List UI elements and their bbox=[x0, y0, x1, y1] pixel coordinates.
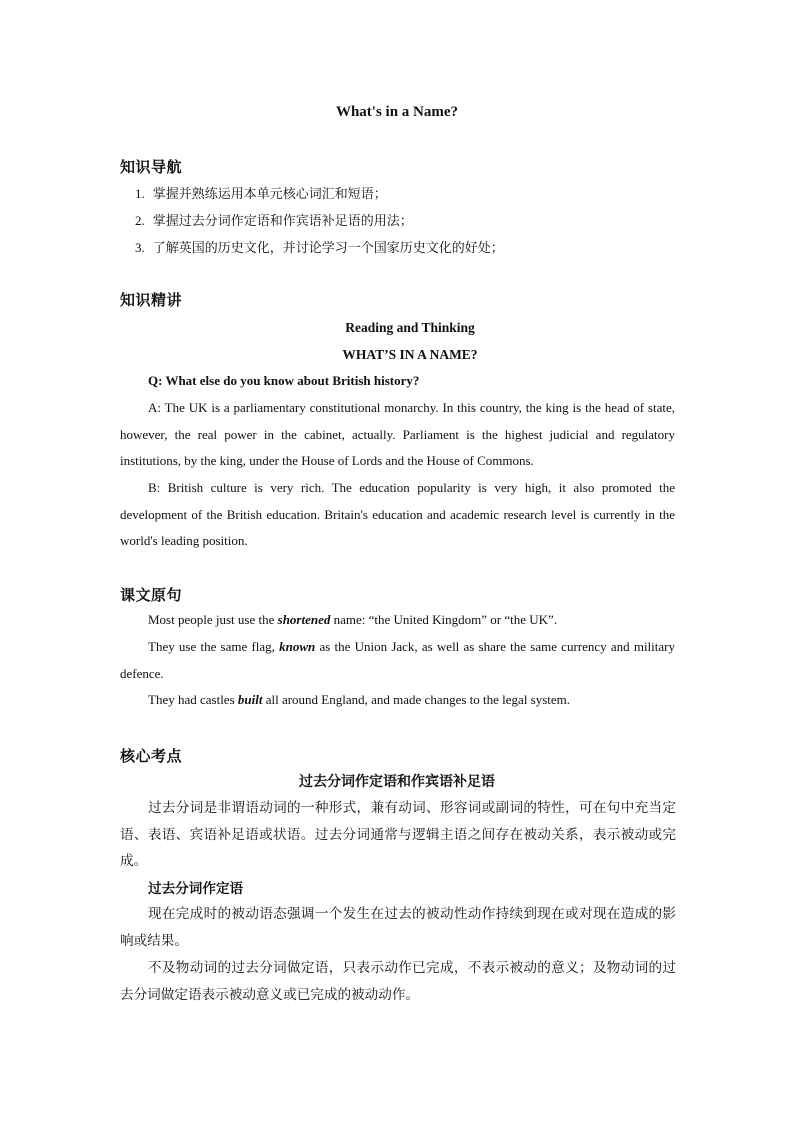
section-heading-core-points: 核心考点 bbox=[120, 747, 183, 765]
list-number: 2. bbox=[135, 213, 145, 228]
list-number: 3. bbox=[135, 240, 145, 255]
grammar-topic-title: 过去分词作定语和作宾语补足语 bbox=[299, 774, 495, 790]
list-item bbox=[135, 234, 504, 261]
section-heading-knowledge-explain: 知识精讲 bbox=[120, 291, 183, 309]
sentence-text: They had castles bbox=[148, 692, 238, 707]
keyword-built: built bbox=[237, 692, 263, 707]
sentence-text: all around England, and made changes to the legal system. bbox=[262, 692, 571, 707]
sentence-text: as the Union Jack, as well as share the same currency and military defence. bbox=[120, 639, 675, 681]
grammar-paragraph-2: 现在完成时的被动语态强调一个发生在过去的被动性动作持续到现在或对现在造成的影响或结果。 bbox=[120, 906, 676, 949]
list-text: 掌握并熟练运用本单元核心词汇和短语； bbox=[152, 187, 387, 202]
question-text: Q: What else do you know about British history? bbox=[148, 373, 420, 388]
section-heading-knowledge-nav: 知识导航 bbox=[120, 158, 183, 176]
grammar-intro-paragraph: 过去分词是非谓语动词的一种形式，兼有动词、形容词或副词的特性，可在句中充当定语、表语、宾语补足语或状语。过去分词通常与逻辑主语之间存在被动关系，表示被动或完成。 bbox=[120, 800, 676, 870]
list-item bbox=[135, 207, 504, 234]
sentence-text: Most people just use the bbox=[148, 612, 278, 627]
list-number: 1. bbox=[135, 186, 145, 201]
sentence-text: They use the same flag, bbox=[148, 639, 280, 654]
objectives-list bbox=[135, 180, 504, 261]
original-sentence-1 bbox=[120, 607, 675, 634]
sentence-text: name: “the United Kingdom” or “the UK”. bbox=[330, 612, 558, 627]
list-text: 掌握过去分词作定语和作宾语补足语的用法； bbox=[152, 214, 413, 229]
keyword-known: known bbox=[279, 639, 316, 654]
original-sentence-2 bbox=[120, 634, 675, 687]
list-item bbox=[135, 180, 504, 207]
answer-b-paragraph: B: British culture is very rich. The education popularity is very high, it also promoted the development of the British education. Britain's education and academic research level is currently in the world's leading position. bbox=[120, 480, 675, 549]
section-heading-original-sentences: 课文原句 bbox=[120, 586, 183, 604]
list-text: 了解英国的历史文化，并讨论学习一个国家历史文化的好处； bbox=[152, 241, 504, 256]
answer-a-paragraph: A: The UK is a parliamentary constitutional monarchy. In this country, the king is the head of state, however, the real power in the cabinet, actually. Parliament is the highest judicial and regulatory institutions, by the king, under the House of Lords and the House of Commons. bbox=[120, 400, 675, 469]
original-sentence-3 bbox=[120, 687, 675, 714]
grammar-paragraph-3: 不及物动词的过去分词做定语，只表示动作已完成，不表示被动的意义；及物动词的过去分词做定语表示被动意义或已完成的被动动作。 bbox=[120, 960, 676, 1003]
document-title: What's in a Name? bbox=[335, 104, 459, 120]
text-title: WHAT’S IN A NAME? bbox=[342, 347, 478, 362]
reading-subtitle: Reading and Thinking bbox=[345, 320, 475, 335]
keyword-shortened: shortened bbox=[277, 612, 331, 627]
grammar-sub-heading: 过去分词作定语 bbox=[148, 881, 244, 897]
